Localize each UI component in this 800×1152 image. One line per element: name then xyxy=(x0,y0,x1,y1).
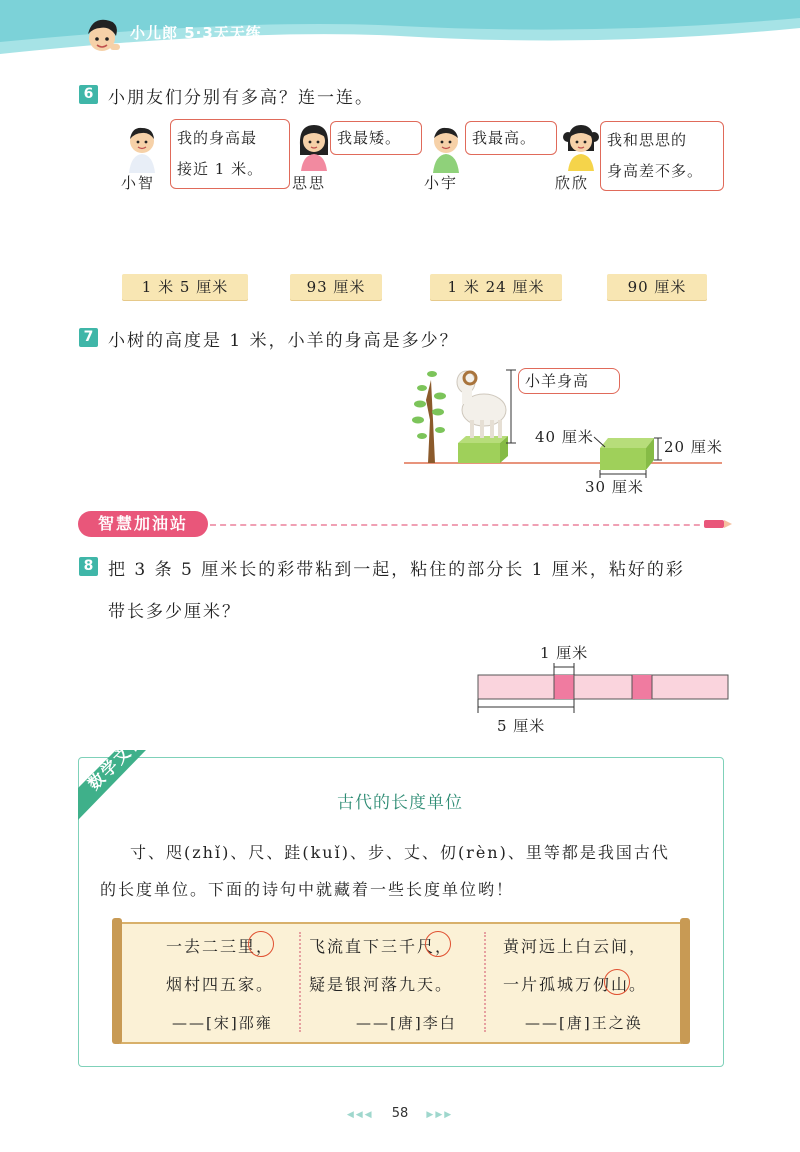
left-arrows-icon: ◀◀◀ xyxy=(346,1110,374,1120)
girl-figure-icon xyxy=(293,121,335,171)
section-pill-zhihui: 智慧加油站 xyxy=(78,511,208,537)
speech-line: 我最矮。 xyxy=(337,129,402,147)
scroll-rod-left xyxy=(112,918,122,1044)
question-text: 小朋友们分别有多高？连一连。 xyxy=(108,88,374,108)
culture-title: 古代的长度单位 xyxy=(337,793,463,813)
poem-line: 一片孤城万仞山。 xyxy=(503,975,648,994)
kid-name: 小宇 xyxy=(424,174,459,192)
poem-divider xyxy=(299,932,301,1032)
question-number: 7 xyxy=(79,328,98,347)
highlight-circle xyxy=(604,969,630,995)
brand-title: 小儿郎 5·3天天练 xyxy=(130,24,262,42)
height-card[interactable]: 1 米 5 厘米 xyxy=(122,274,248,300)
boy-mascot-icon xyxy=(80,14,124,58)
right-arrows-icon: ▶▶▶ xyxy=(426,1110,454,1120)
speech-line: 身高差不多。 xyxy=(607,162,704,180)
page-number: 58 xyxy=(391,1106,409,1121)
label-20cm: 20 厘米 xyxy=(664,438,723,456)
poem-line: 黄河远上白云间， xyxy=(503,937,648,956)
culture-tag-label: 数学文化 xyxy=(84,729,149,794)
boy-figure-icon xyxy=(425,123,467,173)
height-card[interactable]: 90 厘米 xyxy=(607,274,707,300)
kid-name: 欣欣 xyxy=(555,174,590,192)
poem-author: ——[唐]李白 xyxy=(356,1014,457,1032)
poem-author: ——[唐]王之涣 xyxy=(525,1014,643,1032)
highlight-circle xyxy=(425,931,451,957)
poem-line: 疑是银河落九天。 xyxy=(309,975,454,994)
page-footer xyxy=(0,1106,800,1121)
speech-bubble xyxy=(465,121,557,155)
question-text: 小树的高度是 1 米，小羊的身高是多少？ xyxy=(108,331,459,351)
poem-divider xyxy=(484,932,486,1032)
speech-bubble xyxy=(170,119,290,189)
question-number: 8 xyxy=(79,557,98,576)
poem-author: ——[宋]邵雍 xyxy=(172,1014,273,1032)
speech-line: 我的身高最 xyxy=(177,129,258,147)
scroll-rod-right xyxy=(680,918,690,1044)
section-divider xyxy=(210,524,720,526)
sheep-height-label: 小羊身高 xyxy=(518,368,620,394)
speech-bubble xyxy=(330,121,422,155)
culture-paragraph: 寸、咫(zhǐ)、尺、跬(kuǐ)、步、丈、仞(rèn)、里等都是我国古代 xyxy=(130,843,670,862)
question-number: 6 xyxy=(79,85,98,104)
poem-line: 烟村四五家。 xyxy=(166,975,275,994)
speech-bubble xyxy=(600,121,724,191)
speech-line: 我最高。 xyxy=(472,129,537,147)
boy-figure-icon xyxy=(121,123,163,173)
height-card[interactable]: 93 厘米 xyxy=(290,274,382,300)
height-card[interactable]: 1 米 24 厘米 xyxy=(430,274,562,300)
highlight-circle xyxy=(248,931,274,957)
girl-figure-icon xyxy=(560,121,602,171)
poem-line: 一去二三里， xyxy=(166,937,275,956)
label-30cm: 30 厘米 xyxy=(585,478,644,496)
label-5cm: 5 厘米 xyxy=(497,717,546,735)
speech-line: 接近 1 米。 xyxy=(177,160,264,178)
question-text-continued: 带长多少厘米？ xyxy=(108,602,241,622)
label-1cm: 1 厘米 xyxy=(540,644,589,662)
ribbon-diagram xyxy=(470,655,735,720)
speech-line: 我和思思的 xyxy=(607,131,688,149)
question-text: 把 3 条 5 厘米长的彩带粘到一起，粘住的部分长 1 厘米，粘好的彩 xyxy=(108,560,685,580)
culture-paragraph: 的长度单位。下面的诗句中就藏着一些长度单位哟！ xyxy=(100,880,515,899)
pencil-icon xyxy=(704,518,732,530)
kid-name: 小智 xyxy=(121,174,156,192)
kid-name: 思思 xyxy=(292,174,327,192)
poem-line: 飞流直下三千尺， xyxy=(309,937,454,956)
label-40cm: 40 厘米 xyxy=(535,428,594,446)
